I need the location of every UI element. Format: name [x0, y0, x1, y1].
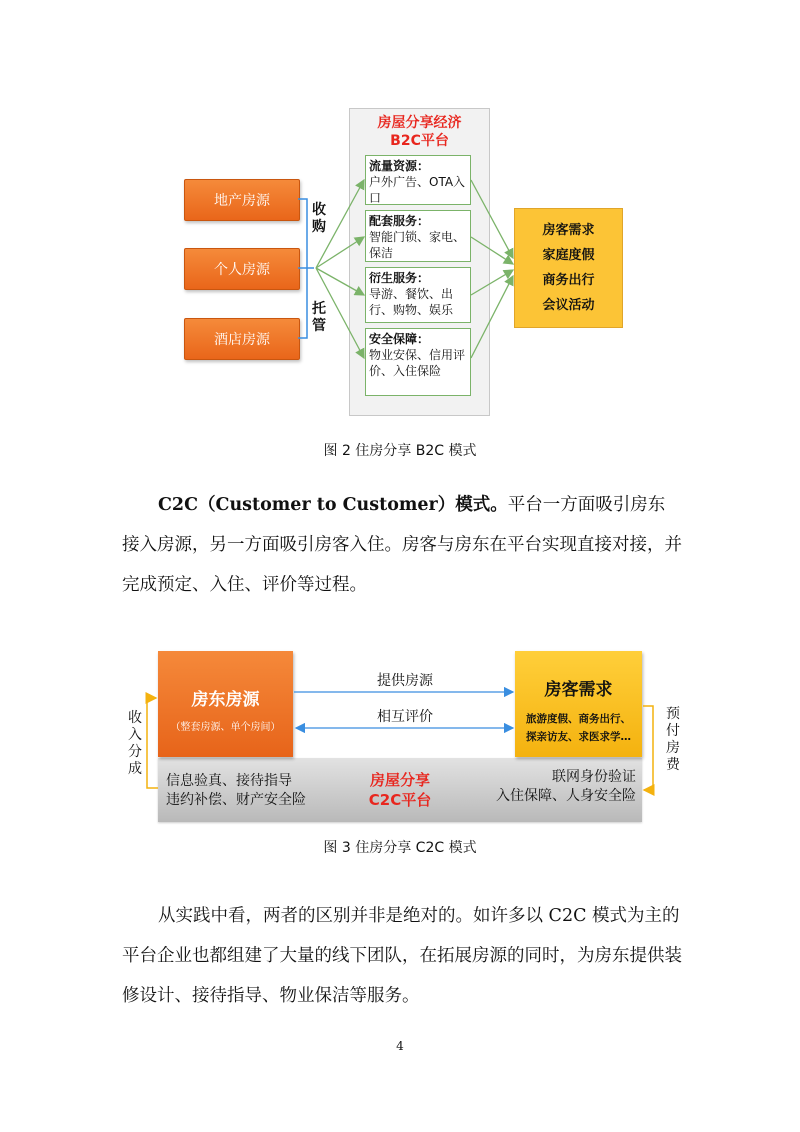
guest-box: 房客需求 旅游度假、商务出行、 探亲访友、求医求学…	[515, 651, 642, 757]
paragraph-practice: 从实践中看，两者的区别并非是绝对的。如许多以 C2C 模式为主的平台企业也都组建了大量的线下团队，在拓展房源的同时，为房东提供装修设计、接待指导、物业保洁等服务。	[122, 906, 682, 1006]
source-personal: 个人房源	[184, 248, 300, 290]
source-hotel: 酒店房源	[184, 318, 300, 360]
income-share-label: 收 入 分 成	[128, 710, 142, 777]
landlord-box: 房东房源 （整套房源、单个房间）	[158, 651, 293, 757]
c2c-platform-title: 房屋分享 C2C平台	[368, 771, 432, 809]
service-safety: 安全保障： 物业安保、信用评价、入住保险	[365, 328, 471, 396]
source-real-estate: 地产房源	[184, 179, 300, 221]
service-supporting: 配套服务： 智能门锁、家电、保洁	[365, 210, 471, 262]
arrow-provide-label: 提供房源	[377, 673, 433, 689]
b2c-connectors	[0, 0, 800, 440]
arrow-review-label: 相互评价	[377, 709, 433, 725]
prepay-label: 预 付 房 费	[666, 706, 680, 773]
guest-demand-box: 房客需求 家庭度假 商务出行 会议活动	[514, 208, 623, 328]
figure2-caption: 图 2 住房分享 B2C 模式	[323, 443, 477, 459]
label-acquire: 收 购	[312, 202, 326, 235]
figure3-caption: 图 3 住房分享 C2C 模式	[323, 840, 477, 856]
service-derivative: 衍生服务： 导游、餐饮、出行、购物、娱乐	[365, 267, 471, 323]
c2c-connectors	[0, 640, 800, 840]
label-custody: 托 管	[312, 301, 326, 334]
page-number: 4	[396, 1039, 404, 1053]
left-platform-services: 信息验真、接待指导 违约补偿、财产安全险	[166, 773, 306, 808]
b2c-platform-title: 房屋分享经济 B2C平台	[377, 115, 462, 149]
paragraph-c2c-intro: C2C（Customer to Customer）模式。平台一方面吸引房东接入房源，另一方面吸引房客入住。房客与房东在平台实现直接对接，并完成预定、入住、评价等过程。	[122, 495, 682, 595]
service-traffic: 流量资源： 户外广告、OTA入口	[365, 155, 471, 205]
right-platform-services: 联网身份验证 入住保障、人身安全险	[496, 769, 636, 804]
